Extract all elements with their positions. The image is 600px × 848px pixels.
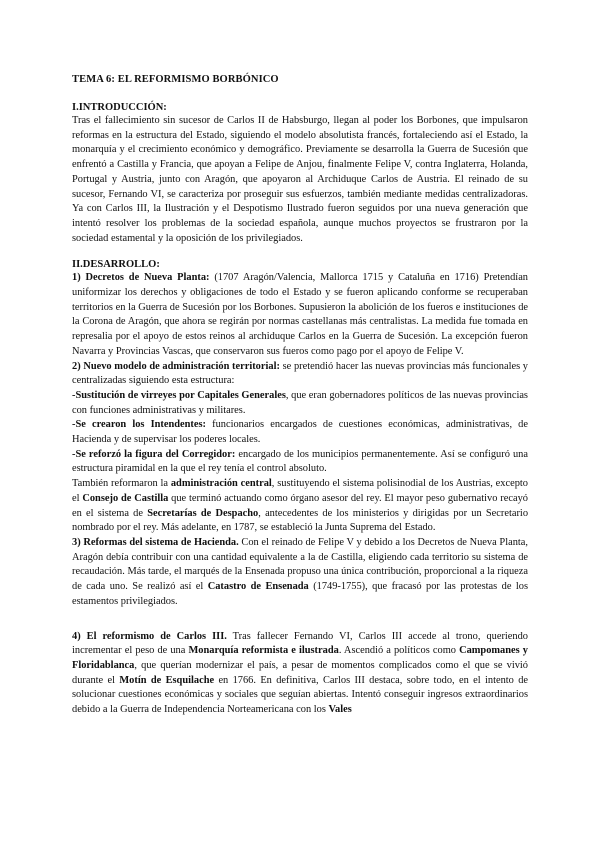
spacer: [72, 246, 528, 259]
paragraph-text: , sustituyendo el sistema polisinodial de los Austrias, excepto el: [72, 478, 528, 504]
paragraph-text: Con el reinado de Felipe V y debido a los Decretos de Nueva Planta, Aragón debía contribuir con una cantidad equivalente a la de Castilla, eligiendo cada territorio su sistema de recaudación. Más tarde, el marqués de la Ensenada propuso una única contribución, proporcional a la riqueza de cada uno. Se realizó así el: [72, 536, 528, 593]
paragraph-text: , antecedentes de los ministerios y dirigidas por un Secretario nombrado por el rey. Más adelante, en 1787, se estableció la Junta Suprema del Estado.: [72, 507, 529, 534]
paragraph-text: se pretendió hacer las nuevas provincias más funcionales y centralizadas siguiendo esta estructura:: [72, 360, 528, 387]
document-title: TEMA 6: EL REFORMISMO BORBÓNICO: [72, 74, 279, 85]
intro-paragraph: Tras el fallecimiento sin sucesor de Carlos II de Habsburgo, llegan al poder los Borbones, que impulsaron reformas en la estructura del Estado, siguiendo el modelo absolutista francés, fortaleciendo así el Estado, la monarquía y el crecimiento económico y demográfico. Previamente se desarrolla la Guerra de Sucesión que enfrentó a Castilla y Francia, que apoyan a Felipe de Anjou, finalmente Felipe V, contra Inglaterra, Holanda, Portugal y Austria, junto con Aragón, que apoyaron al Archiduque Carlos de Austria. El reinado de su sucesor, Fernando VI, se caracteriza por proseguir sus esfuerzos, también mediante medidas centralizadoras. Ya con Carlos III, la Ilustración y el Despotismo Ilustrado fueron seguidos por una nueva generación que intentó resolver los problemas de la sociedad española, aunque muchos proyectos se frustraron por la sociedad estamental y la oposición de los privilegiados.: [72, 115, 528, 244]
bold-term: Motín de Esquilache: [119, 674, 215, 686]
paragraph-administracion-territorial: [72, 360, 528, 389]
spacer: [72, 610, 528, 630]
paragraph-text: También reformaron la: [72, 478, 171, 490]
paragraph-text: , que querían modernizar el país, a pesar de momentos complicados como el que se vivió durante el: [72, 659, 528, 686]
bold-term: administración central: [170, 478, 272, 490]
paragraph-text: funcionarios encargados de cuestiones económicas, administrativas, de Hacienda y de supervisar los poderes locales.: [72, 419, 528, 446]
bold-term: Secretarías de Despacho: [147, 507, 259, 519]
bold-term: 4) El reformismo de Carlos III.: [72, 630, 227, 642]
bold-term: Monarquía reformista e ilustrada: [188, 645, 339, 657]
paragraph-text: (1749-1755), que fracasó por las protestas de los estamentos privilegiados.: [72, 581, 528, 607]
bold-term: 1) Decretos de Nueva Planta:: [72, 272, 210, 284]
document-body: [72, 74, 528, 718]
paragraph-text: Tras fallecer Fernando VI, Carlos III accede al trono, queriendo incrementar el peso de una: [72, 630, 528, 657]
bold-term: Campomanes y Floridablanca: [72, 645, 528, 671]
paragraph-text: encargado de los municipios permanentemente. Así se configuró una estructura piramidal en la que el rey tenía el control absoluto.: [72, 448, 528, 475]
list-item-capitales-generales: [72, 389, 528, 418]
bold-term: Catastro de Ensenada: [207, 581, 309, 593]
bold-term: 2) Nuevo modelo de administración territorial:: [72, 360, 280, 372]
section-heading-introduccion: I.INTRODUCCIÓN:: [72, 102, 167, 113]
paragraph-text: (1707 Aragón/Valencia, Mallorca 1715 y Cataluña en 1716) Pretendían uniformizar los derechos y obligaciones de todo el Estado y se fueron aplicando conforme se recuperaban territorios en la Guerra de Sucesión por los Borbones. Supusieron la abolición de los fueros e instituciones de la Corona de Aragón, que ahora se regirán por normas castellanas más centralistas. La medida fue tomada en represalia por el apoyo de estos reinos al archiduque Carlos en la Guerra de Sucesión. La excepción fueron Navarra y Provincias Vascas, que conservaron sus fueros como pago por el apoyo de Felipe V.: [72, 272, 529, 357]
list-item-intendentes: [72, 418, 528, 447]
paragraph-carlos-iii: [72, 630, 528, 718]
paragraph-text: , que eran gobernadores políticos de las nuevas provincias con funciones administrativas y militares.: [72, 389, 528, 416]
bold-term: -Se crearon los Intendentes:: [72, 419, 207, 431]
bold-term: Consejo de Castilla: [82, 492, 169, 504]
bold-term: -Sustitución de virreyes por Capitales Generales: [72, 389, 286, 401]
paragraph-text: que terminó actuando como órgano asesor del rey. El mayor peso gubernativo recayó en el sistema de: [72, 492, 528, 519]
paragraph-text: en 1766. En definitiva, Carlos III destaca, sobre todo, en el intento de solucionar cuestiones económicas y sociales que seguían abiertas. Intentó conseguir ingresos extraordinarios debido a la Guerra de Independencia Norteamericana con los: [72, 674, 528, 716]
paragraph-text: . Ascendió a políticos como: [338, 645, 460, 657]
paragraph-administracion-central: [72, 477, 528, 536]
list-item-corregidor: [72, 448, 528, 477]
bold-term: Vales: [328, 704, 352, 716]
bold-term: 3) Reformas del sistema de Hacienda.: [72, 536, 239, 548]
section-heading-desarrollo: II.DESARROLLO:: [72, 259, 160, 271]
paragraph-hacienda: [72, 536, 528, 610]
bold-term: -Se reforzó la figura del Corregidor:: [72, 448, 236, 460]
paragraph-decretos-nueva-planta: [72, 271, 528, 359]
